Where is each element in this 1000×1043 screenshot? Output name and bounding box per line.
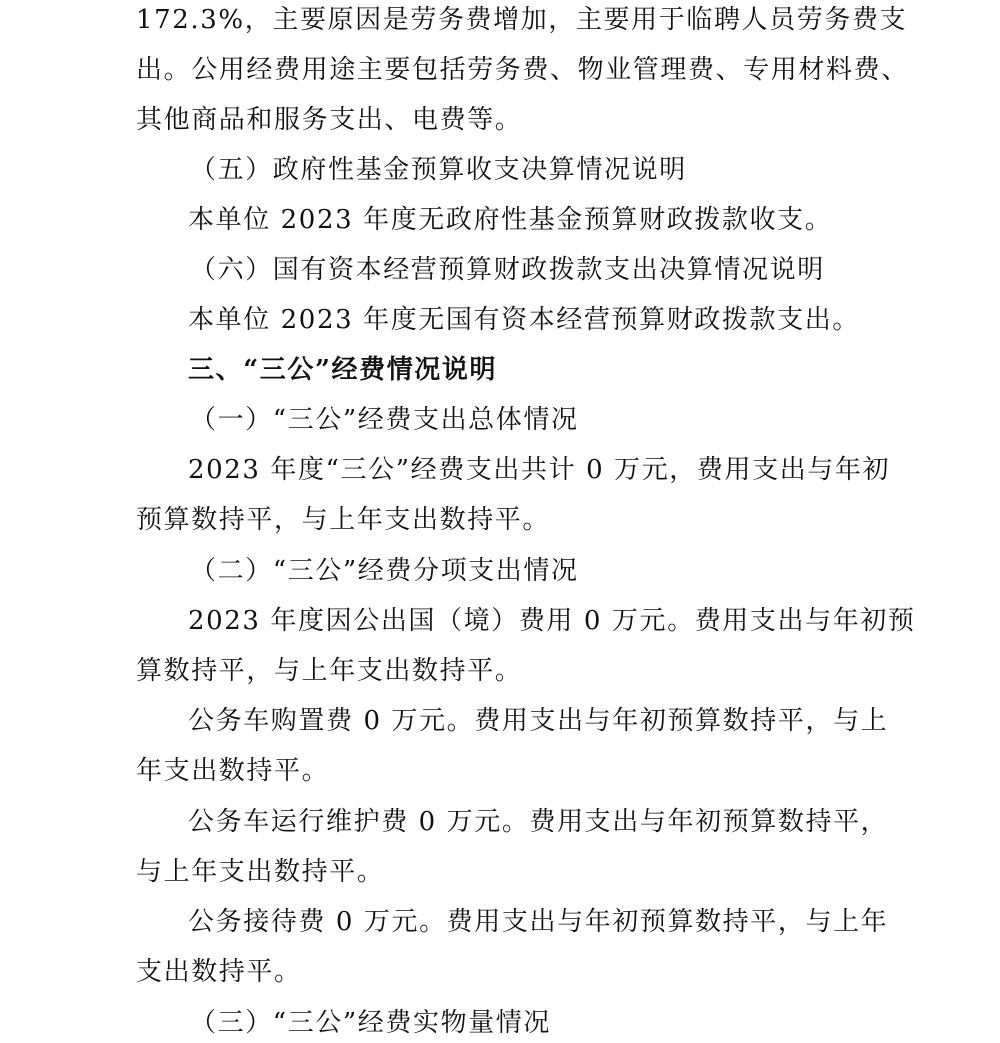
paragraph-line: 算数持平，与上年支出数持平。 — [136, 656, 523, 686]
paragraph-line: 公务车运行维护费 0 万元。费用支出与年初预算数持平， — [188, 807, 889, 837]
section-heading: （五）政府性基金预算收支决算情况说明 — [190, 155, 687, 185]
paragraph-line: 预算数持平，与上年支出数持平。 — [136, 505, 551, 535]
paragraph-line: 出。公用经费用途主要包括劳务费、物业管理费、专用材料费、 — [136, 55, 909, 85]
paragraph-line: 公务车购置费 0 万元。费用支出与年初预算数持平，与上 — [188, 706, 889, 736]
paragraph-line: 支出数持平。 — [136, 957, 302, 987]
paragraph-line: 2023 年度“三公”经费支出共计 0 万元，费用支出与年初 — [188, 455, 891, 485]
section-heading: （六）国有资本经营预算财政拨款支出决算情况说明 — [190, 255, 825, 285]
paragraph-line: 与上年支出数持平。 — [136, 857, 385, 887]
section-heading: （一）“三公”经费支出总体情况 — [190, 405, 579, 435]
section-heading: （二）“三公”经费分项支出情况 — [190, 556, 579, 586]
paragraph-line: 本单位 2023 年度无国有资本经营预算财政拨款支出。 — [188, 305, 860, 335]
paragraph-line: 公务接待费 0 万元。费用支出与年初预算数持平，与上年 — [188, 907, 889, 937]
paragraph-line: 年支出数持平。 — [136, 756, 330, 786]
paragraph-line: 其他商品和服务支出、电费等。 — [136, 105, 523, 135]
paragraph-line: 172.3%，主要原因是劳务费增加，主要用于临聘人员劳务费支 — [136, 5, 908, 35]
paragraph-line: 本单位 2023 年度无政府性基金预算财政拨款收支。 — [188, 205, 833, 235]
section-heading: （三）“三公”经费实物量情况 — [190, 1008, 551, 1038]
paragraph-line: 2023 年度因公出国（境）费用 0 万元。费用支出与年初预 — [188, 606, 916, 636]
chapter-heading: 三、“三公”经费情况说明 — [188, 355, 498, 385]
